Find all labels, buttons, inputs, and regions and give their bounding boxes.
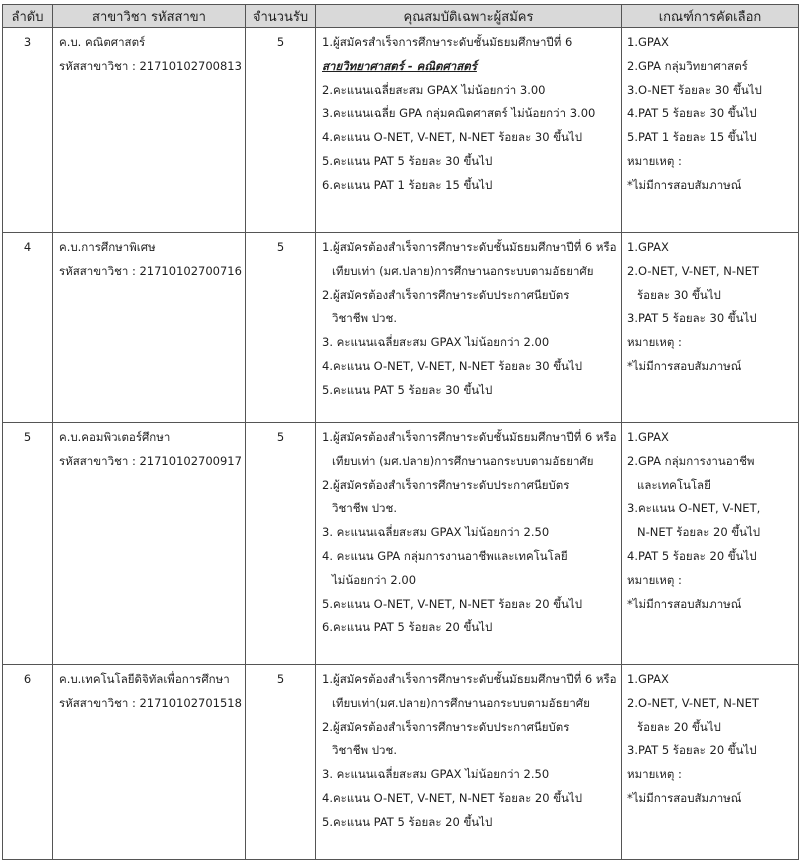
criteria-item: 4.PAT 5 ร้อยละ 20 ขึ้นไป [627, 548, 757, 563]
qualification-item: 2.ผู้สมัครต้องสำเร็จการศึกษาระดับประกาศนียบัตร [322, 719, 570, 734]
seats-count: 5 [246, 665, 316, 860]
table-row [3, 423, 799, 665]
criteria-note-label: หมายเหตุ : [627, 572, 682, 587]
seats-count: 5 [246, 423, 316, 665]
criteria-item: 1.GPAX [627, 672, 669, 686]
qualification-item: 5.คะแนน PAT 5 ร้อยละ 30 ขึ้นไป [322, 153, 493, 168]
criteria-item: 3.PAT 5 ร้อยละ 20 ขึ้นไป [627, 743, 757, 758]
qualification-item: วิชาชีพ ปวช. [332, 743, 397, 758]
qualification-item: 3. คะแนนเฉลี่ยสะสม GPAX ไม่น้อยกว่า 2.50 [322, 767, 550, 782]
criteria-cell [622, 423, 799, 665]
table-header-row [3, 5, 799, 28]
header-order: ลำดับ [3, 5, 53, 28]
criteria-item: 1.GPAX [627, 240, 669, 254]
criteria-item: 2.O-NET, V-NET, N-NET [627, 263, 759, 278]
criteria-note: *ไม่มีการสอบสัมภาษณ์ [627, 596, 742, 611]
criteria-item: 5.PAT 1 ร้อยละ 15 ขึ้นไป [627, 130, 757, 145]
qualification-item: 6.คะแนน PAT 1 ร้อยละ 15 ขึ้นไป [322, 177, 493, 192]
major-name: ค.บ.เทคโนโลยีดิจิทัลเพื่อการศึกษา [59, 672, 230, 686]
qualifications-cell [316, 28, 622, 233]
row-number: 4 [3, 233, 53, 423]
criteria-note: *ไม่มีการสอบสัมภาษณ์ [627, 790, 742, 805]
major-code: รหัสสาขาวิชา : 21710102701518 [59, 695, 242, 710]
major-name: ค.บ. คณิตศาสตร์ [59, 35, 146, 49]
criteria-item: 1.GPAX [627, 430, 669, 444]
header-qualifications: คุณสมบัติเฉพาะผู้สมัคร [316, 5, 622, 28]
table-row [3, 665, 799, 860]
qualification-item: 2.ผู้สมัครต้องสำเร็จการศึกษาระดับประกาศนียบัตร [322, 287, 570, 302]
criteria-note: *ไม่มีการสอบสัมภาษณ์ [627, 358, 742, 373]
seats-count: 5 [246, 233, 316, 423]
seats-count: 5 [246, 28, 316, 233]
qualification-item: 5.คะแนน PAT 5 ร้อยละ 20 ขึ้นไป [322, 814, 493, 829]
major-cell [53, 665, 246, 860]
major-code: รหัสสาขาวิชา : 21710102700716 [59, 263, 242, 278]
criteria-note-label: หมายเหตุ : [627, 335, 682, 350]
criteria-note-label: หมายเหตุ : [627, 153, 682, 168]
criteria-cell [622, 28, 799, 233]
major-cell [53, 233, 246, 423]
qualification-item: ไม่น้อยกว่า 2.00 [332, 572, 417, 587]
qualification-track: สายวิทยาศาสตร์ - คณิตศาสตร์ [322, 58, 477, 73]
qualification-item: 1.ผู้สมัครต้องสำเร็จการศึกษาระดับชั้นมัธยมศึกษาปีที่ 6 หรือ [322, 240, 617, 254]
criteria-item: 4.PAT 5 ร้อยละ 30 ขึ้นไป [627, 106, 757, 121]
criteria-item: 1.GPAX [627, 35, 669, 49]
major-code: รหัสสาขาวิชา : 21710102700813 [59, 58, 242, 73]
qualification-item: 5.คะแนน PAT 5 ร้อยละ 30 ขึ้นไป [322, 382, 493, 397]
criteria-item: ร้อยละ 30 ขึ้นไป [637, 287, 721, 302]
criteria-item: 3.O-NET ร้อยละ 30 ขึ้นไป [627, 82, 762, 97]
qualification-item: 4.คะแนน O-NET, V-NET, N-NET ร้อยละ 20 ขึ้นไป [322, 790, 583, 805]
qualification-item: 4. คะแนน GPA กลุ่มการงานอาชีพและเทคโนโลยี [322, 548, 568, 563]
qualification-item: เทียบเท่า (มศ.ปลาย)การศึกษานอกระบบตามอัธยาศัย [332, 263, 594, 278]
qualification-item: 3. คะแนนเฉลี่ยสะสม GPAX ไม่น้อยกว่า 2.50 [322, 525, 550, 540]
admission-table [2, 4, 799, 860]
table-row [3, 233, 799, 423]
criteria-item: N-NET ร้อยละ 20 ขึ้นไป [637, 525, 761, 540]
criteria-note: *ไม่มีการสอบสัมภาษณ์ [627, 177, 742, 192]
major-cell [53, 28, 246, 233]
qualification-item: 4.คะแนน O-NET, V-NET, N-NET ร้อยละ 30 ขึ้นไป [322, 130, 583, 145]
header-major-code: สาขาวิชา รหัสสาขา [53, 5, 246, 28]
qualification-item: 1.ผู้สมัครต้องสำเร็จการศึกษาระดับชั้นมัธยมศึกษาปีที่ 6 หรือ [322, 430, 617, 444]
qualification-item: เทียบเท่า(มศ.ปลาย)การศึกษานอกระบบตามอัธยาศัย [332, 695, 590, 710]
criteria-item: และเทคโนโลยี [637, 477, 711, 492]
criteria-item: 2.GPA กลุ่มการงานอาชีพ [627, 453, 755, 468]
criteria-cell [622, 233, 799, 423]
major-name: ค.บ.คอมพิวเตอร์ศึกษา [59, 430, 171, 444]
qualification-item: 3. คะแนนเฉลี่ยสะสม GPAX ไม่น้อยกว่า 2.00 [322, 335, 550, 350]
row-number: 3 [3, 28, 53, 233]
criteria-note-label: หมายเหตุ : [627, 767, 682, 782]
qualification-item: 1.ผู้สมัครต้องสำเร็จการศึกษาระดับชั้นมัธยมศึกษาปีที่ 6 หรือ [322, 672, 617, 686]
criteria-item: 3.PAT 5 ร้อยละ 30 ขึ้นไป [627, 311, 757, 326]
qualifications-cell [316, 233, 622, 423]
criteria-item: 2.GPA กลุ่มวิทยาศาสตร์ [627, 58, 748, 73]
qualifications-cell [316, 665, 622, 860]
criteria-item: ร้อยละ 20 ขึ้นไป [637, 719, 721, 734]
qualification-item: 2.ผู้สมัครต้องสำเร็จการศึกษาระดับประกาศนียบัตร [322, 477, 570, 492]
qualification-item: 2.คะแนนเฉลี่ยสะสม GPAX ไม่น้อยกว่า 3.00 [322, 82, 546, 97]
qualification-item: 4.คะแนน O-NET, V-NET, N-NET ร้อยละ 30 ขึ้นไป [322, 358, 583, 373]
qualification-item: วิชาชีพ ปวช. [332, 311, 397, 326]
header-criteria: เกณฑ์การคัดเลือก [622, 5, 799, 28]
qualification-item: 1.ผู้สมัครสำเร็จการศึกษาระดับชั้นมัธยมศึกษาปีที่ 6 [322, 35, 573, 49]
qualification-item: 6.คะแนน PAT 5 ร้อยละ 20 ขึ้นไป [322, 620, 493, 635]
qualification-item: 5.คะแนน O-NET, V-NET, N-NET ร้อยละ 20 ขึ้นไป [322, 596, 583, 611]
major-cell [53, 423, 246, 665]
major-name: ค.บ.การศึกษาพิเศษ [59, 240, 156, 254]
criteria-cell [622, 665, 799, 860]
criteria-item: 2.O-NET, V-NET, N-NET [627, 695, 759, 710]
qualification-item: เทียบเท่า (มศ.ปลาย)การศึกษานอกระบบตามอัธยาศัย [332, 453, 594, 468]
table-row [3, 28, 799, 233]
header-seats: จำนวนรับ [246, 5, 316, 28]
criteria-item: 3.คะแนน O-NET, V-NET, [627, 501, 761, 516]
qualifications-cell [316, 423, 622, 665]
row-number: 6 [3, 665, 53, 860]
qualification-item: วิชาชีพ ปวช. [332, 501, 397, 516]
row-number: 5 [3, 423, 53, 665]
major-code: รหัสสาขาวิชา : 21710102700917 [59, 453, 242, 468]
qualification-item: 3.คะแนนเฉลี่ย GPA กลุ่มคณิตศาสตร์ ไม่น้อยกว่า 3.00 [322, 106, 596, 121]
